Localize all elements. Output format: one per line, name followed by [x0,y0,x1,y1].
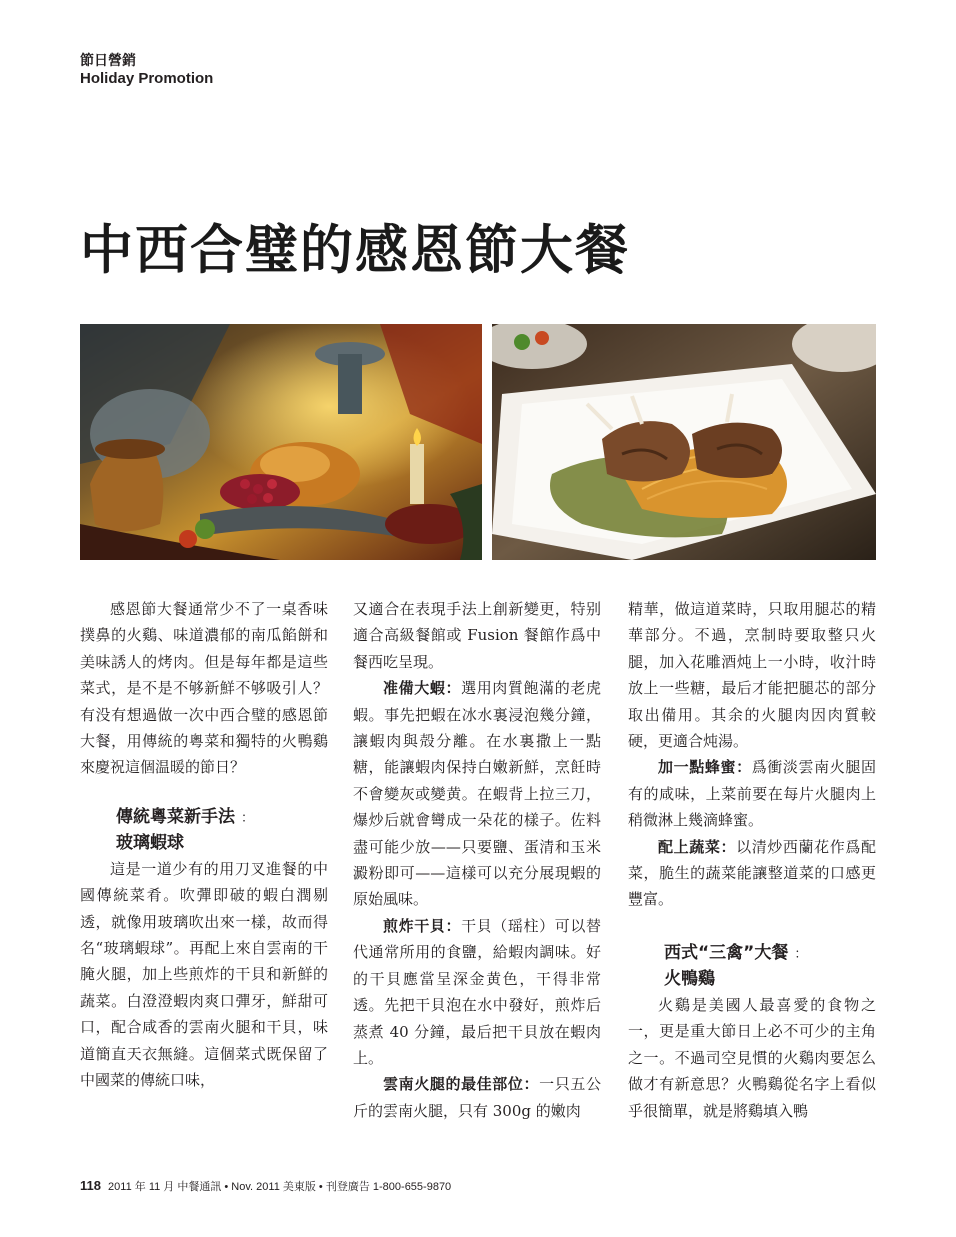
body-paragraph [628,754,876,833]
painting-illustration [80,324,482,560]
body-paragraph: 火鷄是美國人最喜愛的食物之一，更是重大節日上必不可少的主角之一。不過司空見慣的火鷄肉要怎么做才有新意思？火鴨鷄從名字上看似乎很簡單，就是將鷄填入鴨 [628,995,876,1120]
footer-info: 2011 年 11 月 中餐通訊 • Nov. 2011 美東版 • 刊登廣告 1-800-655-9870 [108,1181,452,1193]
body-paragraph-continued: 又適合在表現手法上創新變更，特别適合高級餐館或 Fusion 餐館作爲中餐西吃呈現。 [353,600,601,671]
section-label-chinese: 節日營銷 [80,53,136,69]
text-column-1 [80,596,328,1094]
body-paragraph [628,834,876,913]
section-heading-line2: 玻璃蝦球 [116,832,184,853]
section-heading-line1: 西式“三禽”大餐 [664,942,789,963]
body-paragraph: 這是一道少有的用刀叉進餐的中國傳統菜肴。吹彈即破的蝦白潤剔透，就像用玻璃吹出來一樣，故而得名“玻璃蝦球”。再配上來自雲南的干腌火腿，加上些煎炸的干貝和新鮮的蔬菜。白澄澄蝦肉爽口彈牙，鮮甜可口，配合咸香的雲南火腿和干貝，味道簡直天衣無縫。這個菜式既保留了中國菜的傳統口味， [80,859,328,1090]
section-heading-glass-shrimp [80,805,328,856]
paragraph-text: 干貝（瑶柱）可以替代通常所用的食鹽，給蝦肉調味。好的干貝應當呈深金黄色，干得非常透。先把干貝泡在水中發好，煎炸后蒸煮 40 分鐘，最后把干貝放在蝦肉上。 [353,916,601,1067]
paragraph-text: 爲衝淡雲南火腿固有的咸味，上菜前要在每片火腿肉上稍微淋上幾滴蜂蜜。 [628,758,876,830]
text-column-2 [353,596,601,1124]
body-paragraph-continued: 精華，做這道菜時，只取用腿芯的精華部分。不過，烹制時要取整只火腿，加入花雕酒炖上一小時，收汁時放上一些糖，最后才能把腿芯的部分取出備用。其余的火腿肉因肉質較硬，更適合炖湯。 [628,600,876,751]
page-number: 118 [80,1178,101,1193]
section-heading-turducken [628,941,876,992]
section-heading-line2: 火鴨鷄 [664,968,715,989]
paragraph-lead: 雲南火腿的最佳部位： [383,1075,540,1094]
body-paragraph [353,1071,601,1124]
paragraph-lead: 配上蔬菜： [658,837,737,856]
section-heading-colon: ： [241,810,255,826]
body-paragraph [353,675,601,913]
section-heading-colon: ： [794,946,808,962]
page-footer [80,1178,451,1194]
body-paragraph [353,913,601,1071]
plated-dish-illustration [492,324,876,560]
article-title: 中西合璧的感恩節大餐 [80,219,630,281]
paragraph-text: 選用肉質飽滿的老虎蝦。事先把蝦在冰水裏浸泡幾分鐘，讓蝦肉與殻分離。在水裏撒上一點糖，能讓蝦肉保持白嫩新鮮，烹飪時不會變灰或變黄。在蝦背上拉三刀，爆炒后就會彎成一朵花的樣子。佐料盡可能少放——只要鹽、蛋清和玉米澱粉即可——這樣可以充分展現蝦的原始風味。 [353,679,601,909]
paragraph-text: 一只五公斤的雲南火腿，只有 300g 的嫩肉 [353,1075,601,1120]
thanksgiving-painting-image [80,324,482,560]
paragraph-lead: 煎炸干貝： [383,916,462,935]
paragraph-lead: 准備大蝦： [383,679,462,698]
section-label-english: Holiday Promotion [80,70,214,87]
section-heading-line1: 傳統粵菜新手法 [116,806,235,827]
text-column-3 [628,596,876,1124]
lamb-chops-photo [492,324,876,560]
intro-paragraph: 感恩節大餐通常少不了一桌香味撲鼻的火鷄、味道濃郁的南瓜餡餅和美味誘人的烤肉。但是每年都是這些菜式，是不是不够新鮮不够吸引人？有没有想過做一次中西合璧的感恩節大餐，用傳統的粵菜和獨特的火鴨鷄來慶祝這個温暖的節日？ [80,600,328,777]
paragraph-text: 以清炒西蘭花作爲配菜，脆生的蔬菜能讓整道菜的口感更豐富。 [628,837,876,909]
paragraph-lead: 加一點蜂蜜： [658,758,752,777]
